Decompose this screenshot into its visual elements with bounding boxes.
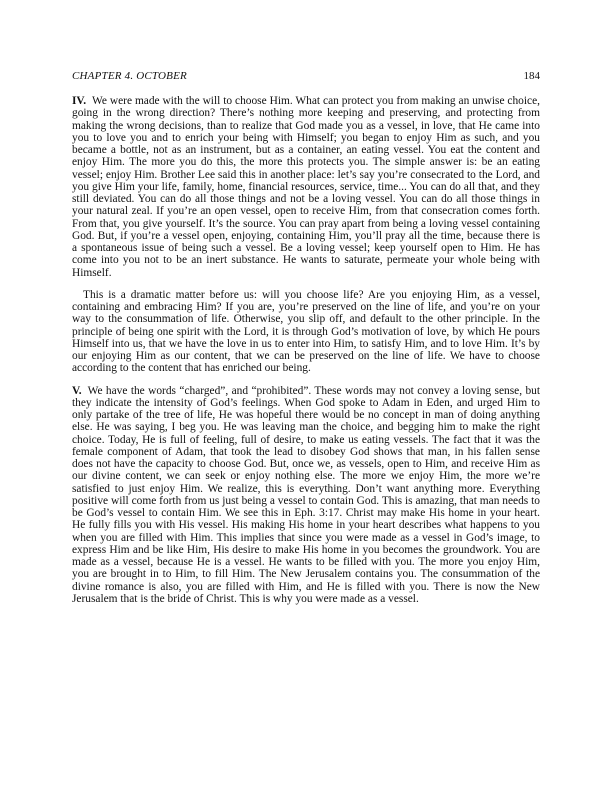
chapter-title: CHAPTER 4. OCTOBER	[72, 70, 187, 82]
running-header	[72, 70, 540, 84]
page-body	[72, 95, 540, 615]
page-number: 184	[523, 70, 540, 82]
paragraph-text: This is a dramatic matter before us: will you choose life? Are you enjoying Him, as a vessel, containing and embracing Him? If you are, you’re preserved on the line of life, and you’re on your way to the consummation of life. Otherwise, you slip off, and default to the other principle. In the principle of being one spirit with the Lord, it is through God’s motivation of love, by which He pours Himself into us, that we have the love in us to enter into Him, to satisfy Him, and to love Him. It’s by our enjoying Him as our content, that we can be preserved on the line of life. We have to choose according to the content that has enriched our being.	[72, 288, 540, 375]
paragraph-iv	[72, 95, 540, 279]
paragraph-text: We were made with the will to choose Him. What can protect you from making an unwise choice, going in the wrong direction? There’s nothing more keeping and preserving, and protecting from making the wrong decisions, than to realize that God made you as a vessel, in love, that He came into you to love you and to enrich your being with Himself; you began to enjoy Him as such, and you became a bottle, not as an instrument, but as a container, an eating vessel. You eat the content and enjoy Him. The more you do this, the more this protects you. The simple answer is: be an eating vessel; enjoy Him. Brother Lee said this in another place: let’s say you’re consecrated to the Lord, and you give Him your life, family, home, financial resources, service, time... You can do all that, and they still deviated. You can do all those things and not be a loving vessel. You can do all those things in your natural zeal. If you’re an open vessel, open to receive Him, from that consecration comes forth. From that, you give yourself. It’s the source. You can pray apart from being a loving vessel containing God. But, if you’re a vessel open, enjoying, containing Him, you’ll pray all the time, because there is a spontaneous issue of being such a vessel. Be a loving vessel; keep yourself open to Him. He has come into you not to be an inert substance. He wants to saturate, permeate your whole being with Himself.	[72, 95, 540, 279]
paragraph-v	[72, 385, 540, 606]
paragraph-text: We have the words “charged”, and “prohibited”. These words may not convey a loving sense, but they indicate the intensity of God’s feelings. When God spoke to Adam in Eden, and urged Him to only partake of the tree of life, He was hopeful there would be no concept in man of doing anything else. He was saying, I beg you. He was leaving man the choice, and begging him to make the right choice. Today, He is full of feeling, full of desire, to make us eating vessels. The fact that it was the female component of Adam, that took the lead to disobey God shows that man, in his fallen sense does not have the capacity to choose God. But, once we, as vessels, open to Him, and receive Him as our divine content, we can seek or enjoy nothing else. The more we enjoy Him, the more we’re satisfied to just enjoy Him. We realize, this is everything. Don’t want anything more. Everything positive will come forth from us just being a vessel to contain God. This is amazing, that man needs to be God’s vessel to contain Him. We see this in Eph. 3:17. Christ may make His home in your heart. He fully fills you with His vessel. His making His home in your heart describes what happens to you when you are filled with Him. This implies that since you were made as a vessel in God’s image, to express Him and be like Him, His desire to make His home in you becomes the groundwork. You are made as a vessel, because He is a vessel. He wants to be filled with you. The more you enjoy Him, you are brought in to Him, to fill Him. The New Jerusalem contains you. The consummation of the divine romance is also, you are filled with Him, and He is filled with you. There is now the New Jerusalem that is the bride of Christ. This is why you were made as a vessel.	[72, 384, 540, 605]
section-number: V.	[72, 384, 82, 397]
section-number: IV.	[72, 95, 87, 107]
paragraph-dramatic-matter	[72, 289, 540, 375]
